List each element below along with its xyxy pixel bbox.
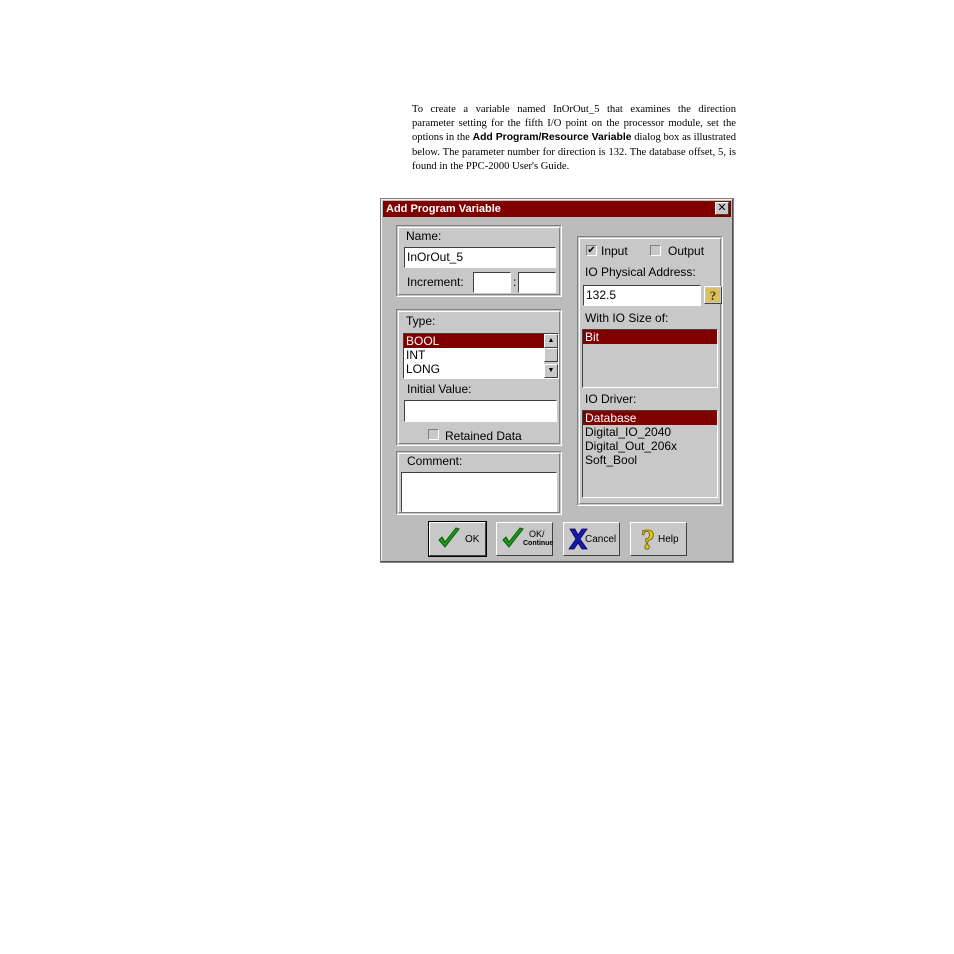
io-size-listbox[interactable]: [582, 329, 718, 388]
ok-continue-button[interactable]: [496, 522, 553, 556]
io-driver-option-soft-bool[interactable]: Soft_Bool: [585, 453, 638, 467]
increment-input-b[interactable]: [518, 272, 556, 293]
io-address-input[interactable]: 132.5: [583, 285, 701, 306]
increment-label: Increment:: [407, 275, 464, 289]
increment-separator: :: [513, 275, 517, 289]
yellow-question-icon: [638, 525, 658, 553]
dialog-reference: Add Program/Resource Variable: [472, 132, 632, 144]
scroll-down-icon[interactable]: ▼: [544, 364, 558, 378]
question-mark-icon: [705, 287, 721, 303]
name-group: [396, 225, 562, 297]
io-address-browse-button[interactable]: [704, 286, 722, 304]
cancel-label: Cancel: [585, 534, 617, 545]
svg-text:?: ?: [709, 288, 717, 303]
io-driver-option-digital-io[interactable]: Digital_IO_2040: [585, 425, 672, 439]
io-driver-option-database[interactable]: Database: [583, 411, 717, 425]
output-label: Output: [668, 244, 705, 258]
instruction-paragraph: [412, 103, 736, 174]
close-icon: ✕: [717, 202, 727, 214]
type-option-int[interactable]: INT: [406, 348, 426, 362]
comment-label: Comment:: [407, 454, 463, 468]
type-listbox[interactable]: [403, 333, 559, 379]
help-button[interactable]: [630, 522, 687, 556]
cancel-button[interactable]: [563, 522, 620, 556]
dialog-title: Add Program Variable: [386, 203, 501, 215]
io-driver-listbox[interactable]: [582, 410, 718, 498]
retained-data-label: Retained Data: [445, 429, 522, 443]
io-size-option-bit[interactable]: Bit: [583, 330, 717, 344]
initial-value-input[interactable]: [404, 400, 557, 422]
ok-label: OK: [465, 534, 480, 545]
ok-continue-label-bottom: Continue: [523, 540, 554, 547]
io-driver-label: IO Driver:: [585, 392, 637, 406]
io-size-label: With IO Size of:: [585, 311, 669, 325]
ok-continue-label-top: OK/: [529, 529, 545, 539]
type-scrollbar[interactable]: [544, 334, 558, 378]
initial-value-label: Initial Value:: [407, 382, 472, 396]
add-program-variable-dialog: [380, 198, 734, 563]
input-checkbox[interactable]: ✔: [587, 245, 596, 256]
close-button[interactable]: [715, 202, 729, 215]
svg-text:?: ?: [641, 525, 655, 553]
name-label: Name:: [406, 229, 442, 243]
io-group: [577, 236, 723, 506]
dialog-titlebar: [383, 201, 731, 217]
type-option-bool[interactable]: BOOL: [404, 334, 558, 348]
comment-group: [396, 451, 562, 515]
green-checkmark-icon: [436, 526, 462, 552]
intro-text: To create a variable named InOrOut_5 that examines the direction parameter setting for the fifth I/O point on the processor module, set the options in the: [412, 104, 736, 144]
io-driver-option-digital-out[interactable]: Digital_Out_206x: [585, 439, 678, 453]
type-option-long[interactable]: LONG: [406, 362, 441, 376]
name-input[interactable]: InOrOut_5: [404, 247, 556, 268]
input-label: Input: [601, 244, 628, 258]
comment-input[interactable]: [401, 472, 557, 512]
help-label: Help: [658, 534, 679, 545]
rest-text: dialog box as illustrated below. The parameter number for direction is 132. The database offset, 5, is found in the PPC-2000 User's Guide.: [412, 132, 736, 172]
scroll-up-icon[interactable]: ▲: [544, 334, 558, 348]
green-checkmark-icon: [500, 526, 526, 552]
io-address-label: IO Physical Address:: [585, 265, 696, 279]
type-label: Type:: [406, 314, 436, 328]
type-group: [396, 309, 562, 446]
output-checkbox[interactable]: [650, 245, 661, 256]
increment-input-a[interactable]: [473, 272, 511, 293]
scroll-thumb[interactable]: [544, 348, 558, 362]
retained-data-checkbox[interactable]: [428, 429, 439, 440]
ok-button[interactable]: [429, 522, 486, 556]
